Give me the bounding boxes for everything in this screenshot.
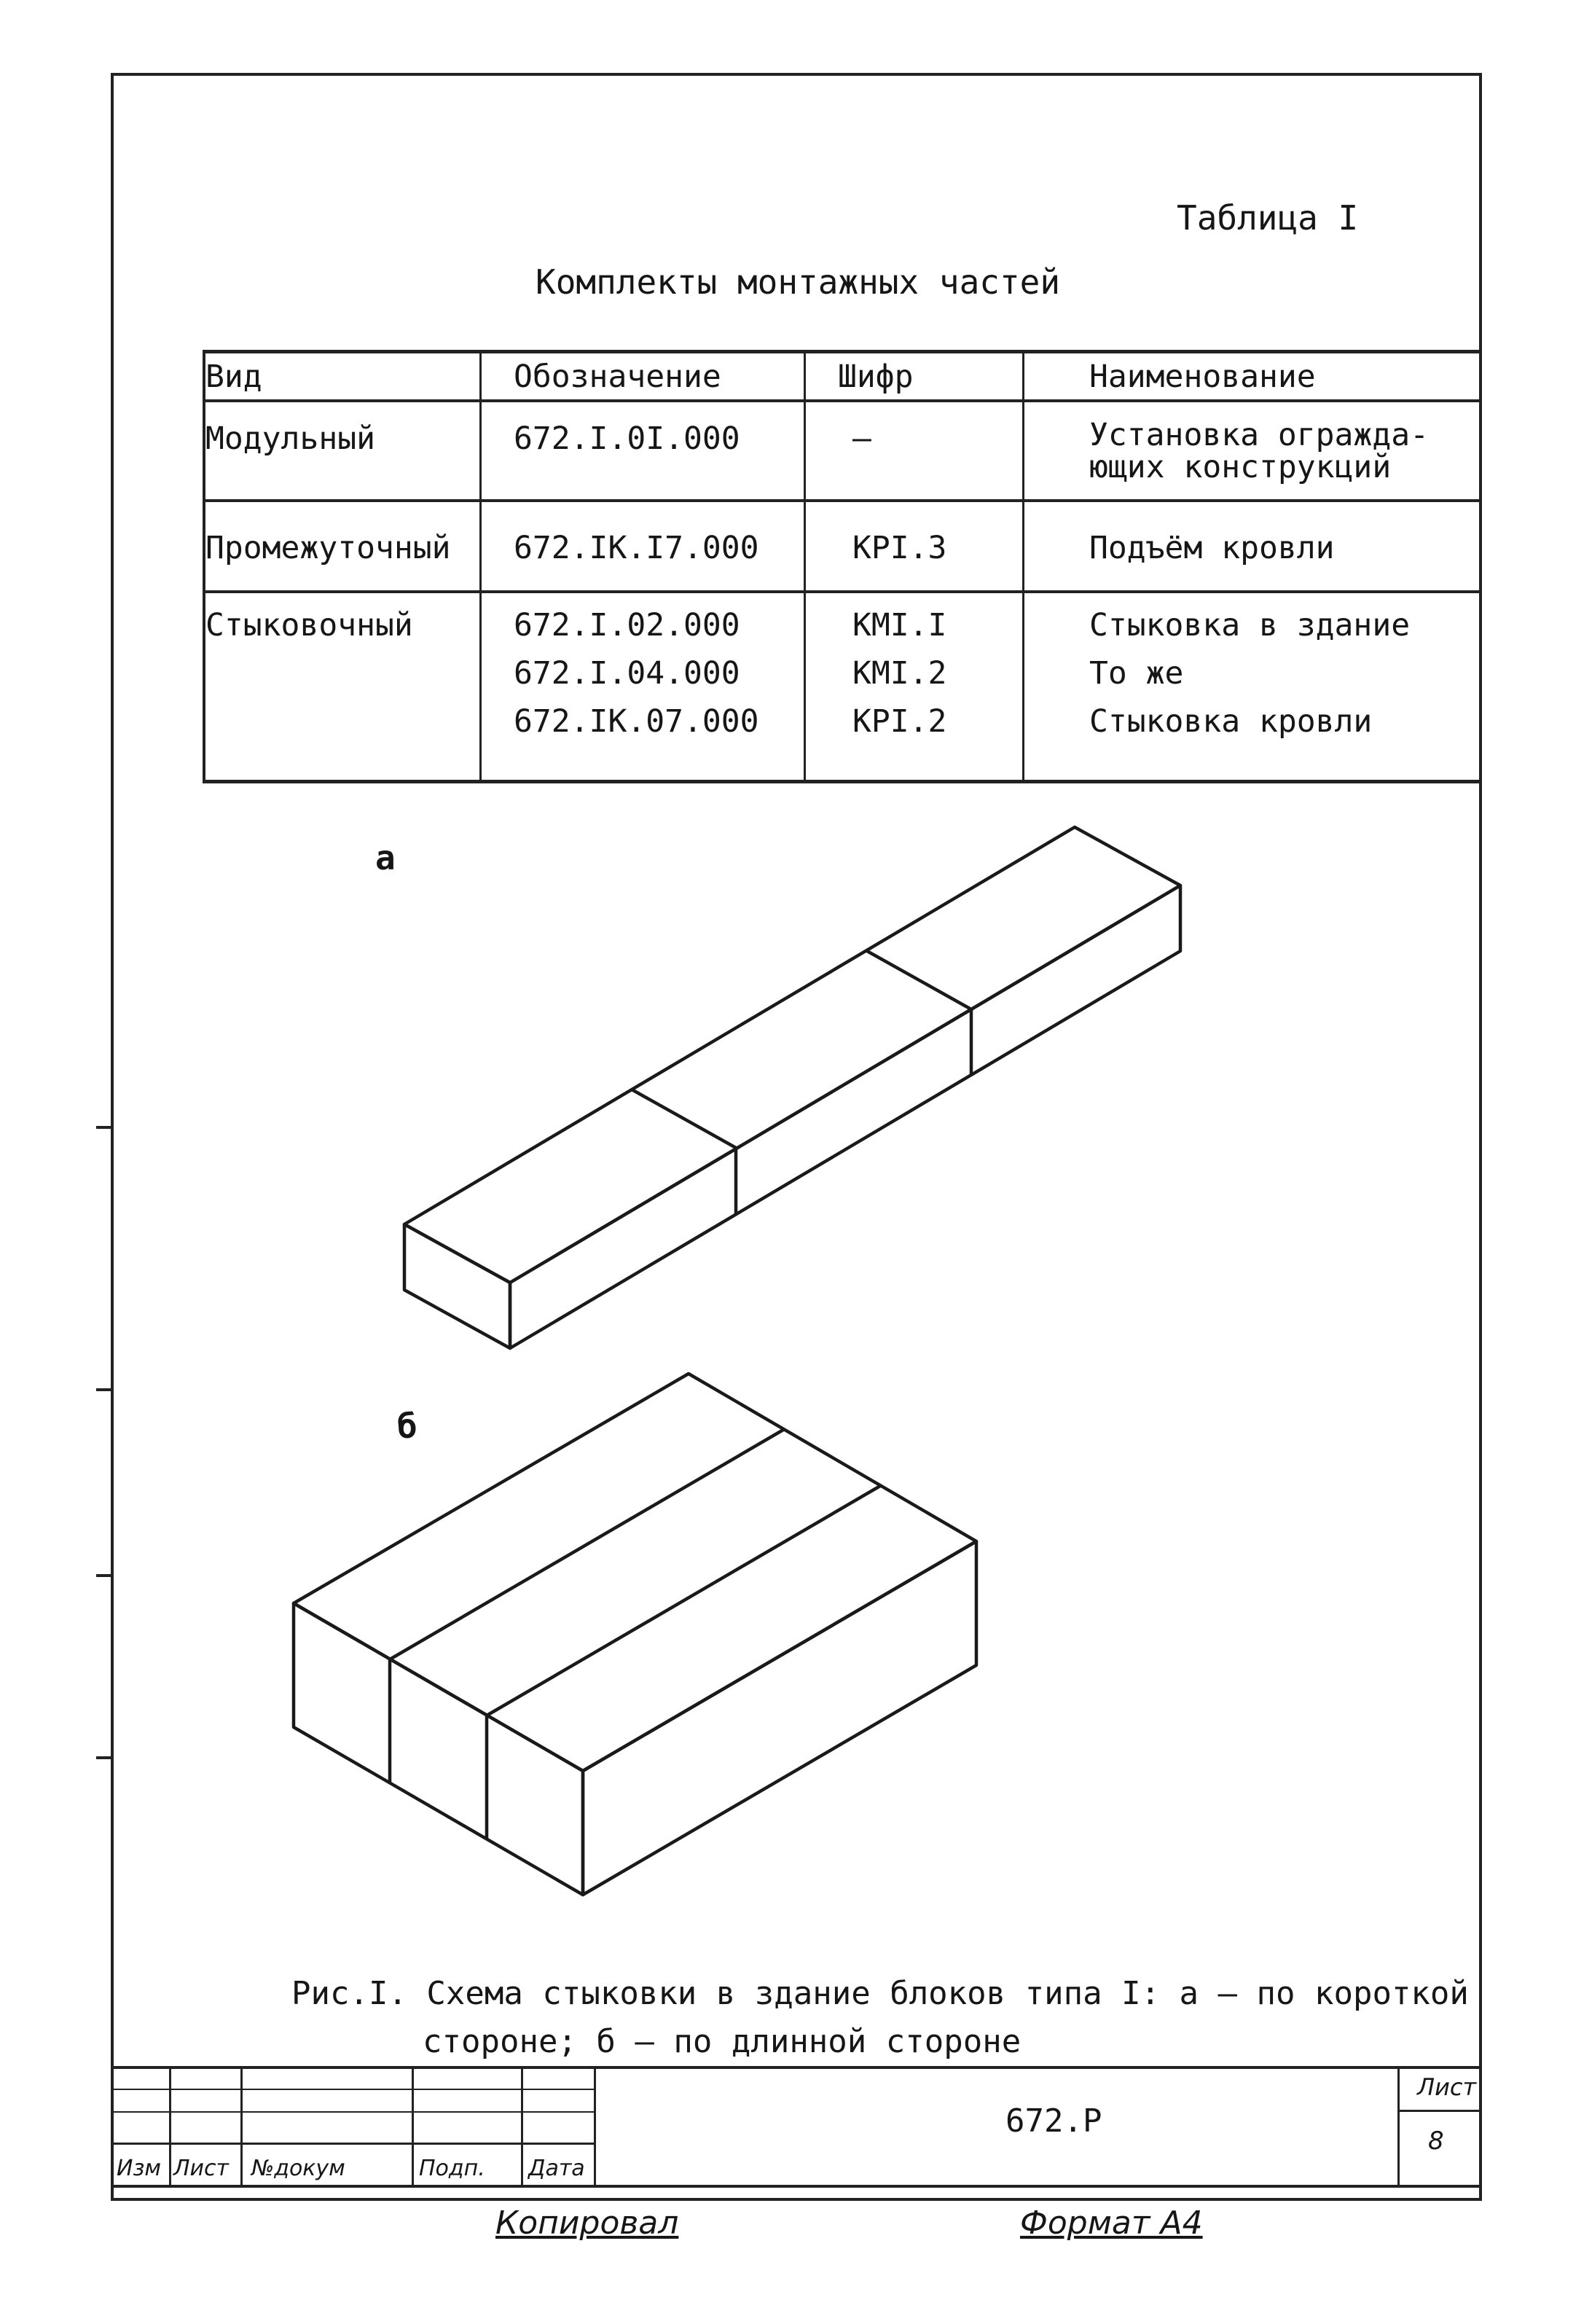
row-name: ющих конструкций xyxy=(1089,449,1392,485)
stamp-col xyxy=(412,2066,414,2186)
row-code: KPI.3 xyxy=(852,530,947,566)
row-code: KMI.2 xyxy=(852,655,947,692)
stamp-col xyxy=(521,2066,523,2186)
stamp-col xyxy=(240,2066,243,2186)
stamp-col-izm: Изм xyxy=(117,2156,162,2181)
stamp-col-doc: №докум xyxy=(251,2156,345,2181)
row-designation: 672.IK.I7.000 xyxy=(514,530,759,566)
table-label: Таблица I xyxy=(1177,198,1359,238)
row-vid: Промежуточный xyxy=(205,530,451,566)
stamp-col xyxy=(594,2066,596,2186)
row-name: Стыковка в здание xyxy=(1089,607,1411,643)
stamp-col-sign: Подп. xyxy=(419,2156,485,2181)
row-vid: Модульный xyxy=(205,420,375,457)
stamp-rule xyxy=(111,2185,1482,2188)
stamp-col xyxy=(1397,2066,1400,2186)
stamp-rule xyxy=(111,2066,1482,2069)
header-designation: Обозначение xyxy=(514,359,721,395)
stamp-col-date: Дата xyxy=(528,2156,585,2181)
row-vid: Стыковочный xyxy=(205,607,413,643)
row-code: KMI.I xyxy=(852,607,947,643)
figure-b-blocks xyxy=(294,1374,976,1895)
figure-caption-cont: стороне; б – по длинной стороне xyxy=(423,2023,1022,2060)
sheet-number: 8 xyxy=(1428,2127,1444,2156)
figure-label-a: а xyxy=(375,838,396,877)
stamp-col-list: Лист xyxy=(173,2156,230,2181)
header-vid: Вид xyxy=(205,359,262,395)
table-title: Комплекты монтажных частей xyxy=(536,262,1061,302)
row-designation: 672.I.0I.000 xyxy=(514,420,740,457)
row-name: То же xyxy=(1089,655,1184,692)
row-designation: 672.I.04.000 xyxy=(514,655,740,692)
document-code: 672.P xyxy=(1005,2102,1102,2140)
row-name: Стыковка кровли xyxy=(1089,703,1373,740)
row-name: Подъём кровли xyxy=(1089,530,1335,566)
stamp-rule xyxy=(1399,2110,1482,2112)
sheet-label: Лист xyxy=(1417,2073,1477,2101)
copied-by: Копировал xyxy=(495,2204,679,2242)
row-code: – xyxy=(852,420,871,457)
row-designation: 672.I.02.000 xyxy=(514,607,740,643)
paper-format: Формат А4 xyxy=(1020,2204,1203,2242)
row-designation: 672.IK.07.000 xyxy=(514,703,759,740)
row-code: KPI.2 xyxy=(852,703,947,740)
row-name: Установка огражда- xyxy=(1089,417,1429,453)
header-code: Шифр xyxy=(838,359,914,395)
stamp-col xyxy=(169,2066,171,2186)
figure-a-blocks xyxy=(404,827,1180,1348)
figure-caption: Рис.I. Схема стыковки в здание блоков типа I: а – по короткой xyxy=(291,1975,1469,2012)
header-name: Наименование xyxy=(1089,359,1316,395)
figure-label-b: б xyxy=(397,1406,417,1446)
